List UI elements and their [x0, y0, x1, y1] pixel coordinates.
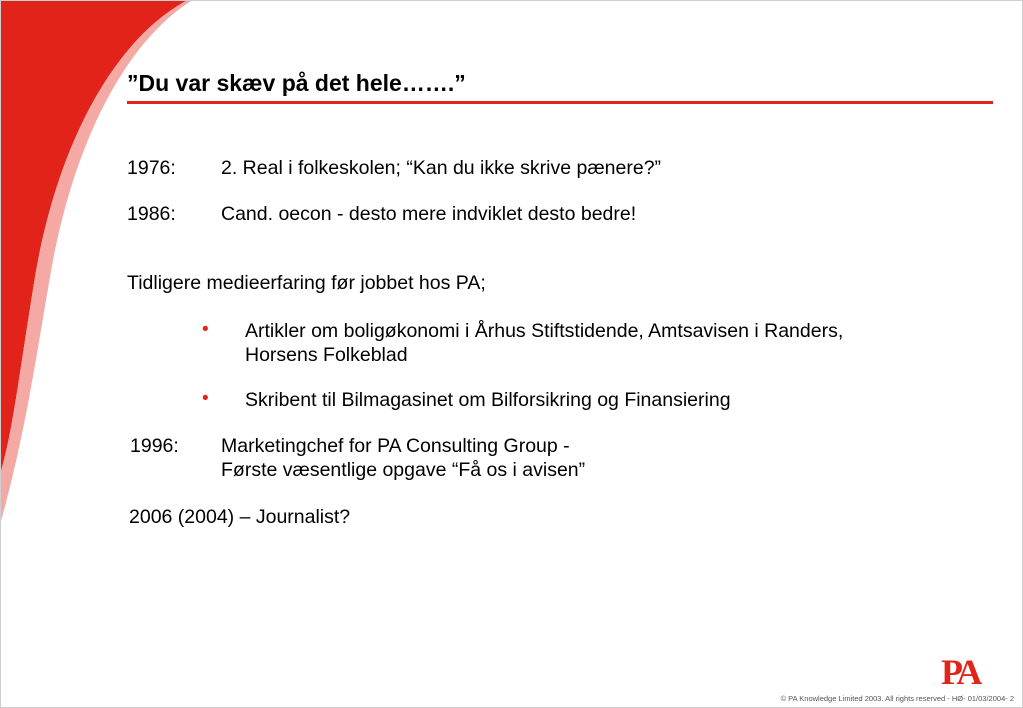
- bullet-text-line2: Horsens Folkeblad: [245, 344, 408, 366]
- entry-text: 2. Real i folkeskolen; “Kan du ikke skrive pænere?”: [221, 157, 662, 179]
- title-underline: [127, 101, 993, 104]
- closing-line: 2006 (2004) – Journalist?: [129, 506, 351, 528]
- entry-year: 1976:: [127, 157, 176, 179]
- pa-logo: PA: [941, 652, 979, 692]
- entry-text-line2: Første væsentlige opgave “Få os i avisen”: [221, 459, 586, 481]
- entry-1976: [127, 156, 662, 180]
- red-swoosh-decoration: [1, 1, 191, 708]
- bullet-icon: •: [202, 319, 209, 340]
- entry-1986: [127, 202, 637, 226]
- entry-text-line1: Marketingchef for PA Consulting Group -: [221, 435, 570, 457]
- entry-year: 1986:: [127, 203, 176, 225]
- experience-heading: Tidligere medieerfaring før jobbet hos PA;: [127, 272, 486, 294]
- bullet-text-line1: Skribent til Bilmagasinet om Bilforsikring og Finansiering: [245, 389, 731, 411]
- bullet-icon: •: [202, 388, 209, 409]
- entry-year: 1996:: [130, 435, 179, 457]
- copyright-footer: © PA Knowledge Limited 2003. All rights reserved - HØ- 01/03/2004- 2: [780, 694, 1014, 703]
- bullet-text-line1: Artikler om boligøkonomi i Århus Stiftstidende, Amtsavisen i Randers,: [245, 320, 844, 342]
- slide-title: ”Du var skæv på det hele…….”: [127, 70, 466, 96]
- entry-text: Cand. oecon - desto mere indviklet desto bedre!: [221, 203, 637, 225]
